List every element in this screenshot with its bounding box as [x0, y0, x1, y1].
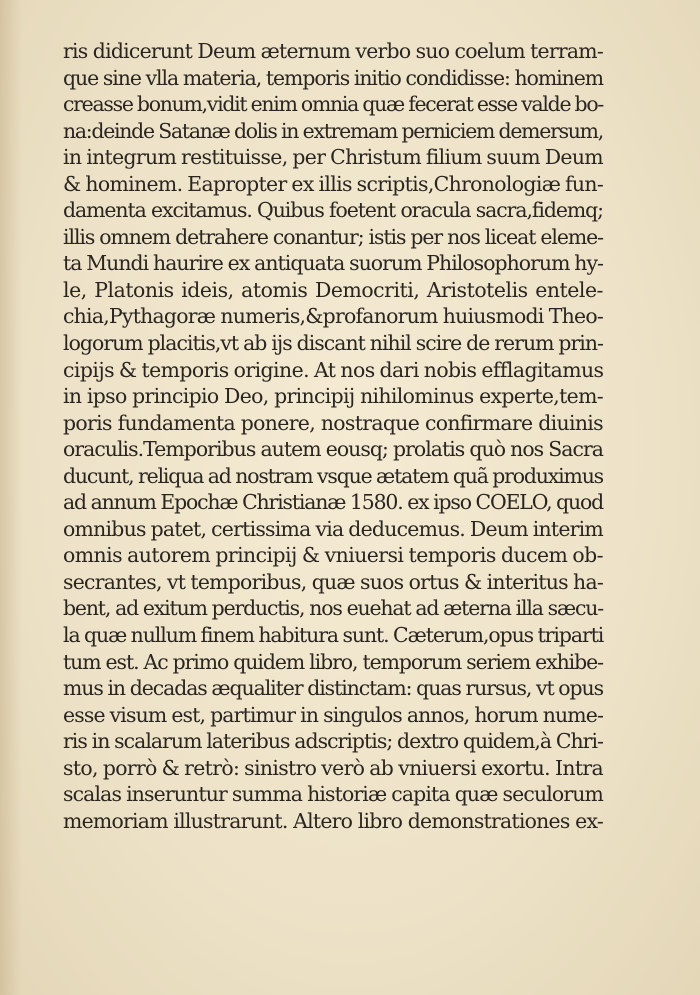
text-line: in integrum restituisse, per Christum filium suum Deum: [63, 145, 603, 170]
text-line: scalas inseruntur summa historiæ capita quæ seculorum: [63, 782, 603, 807]
text-line: ris in scalarum lateribus adscriptis; dextro quidem,à Chri-: [63, 729, 603, 754]
text-line: logorum placitis,vt ab ijs discant nihil scire de rerum prin-: [63, 331, 603, 356]
text-line: cipijs & temporis origine. At nos dari nobis efflagitamus: [63, 357, 604, 382]
text-line: omnibus patet, certissima via deducemus. Deum interim: [63, 516, 603, 541]
text-line: omnis autorem principij & vniuersi temporis ducem ob-: [63, 543, 603, 568]
text-line: oraculis.Temporibus autem eousq; prolatis quò nos Sacra: [63, 437, 603, 462]
text-line: in ipso principio Deo, principij nihilominus experte,tem-: [63, 384, 603, 409]
text-line: creasse bonum,vidit enim omnia quæ fecerat esse valde bo-: [63, 92, 603, 117]
text-line: mus in decadas æqualiter distinctam: quas rursus, vt opus: [63, 676, 603, 701]
text-line: na:deinde Satanæ dolis in extremam perniciem demersum,: [63, 118, 603, 143]
text-line: esse visum est, partimur in singulos annos, horum nume-: [63, 702, 603, 727]
text-line: & hominem. Eapropter ex illis scriptis,Chronologiæ fun-: [63, 171, 604, 196]
text-line: ta Mundi haurire ex antiquata suorum Philosophorum hy-: [63, 251, 603, 276]
text-line: la quæ nullum finem habitura sunt. Cæterum,opus triparti: [63, 623, 604, 648]
text-line: damenta excitamus. Quibus foetent oracula sacra,fidemq;: [63, 198, 603, 223]
text-line: memoriam illustrarunt. Altero libro demonstrationes ex-: [63, 808, 603, 833]
page-gutter-shadow: [0, 0, 22, 995]
text-line: secrantes, vt temporibus, quæ suos ortus & interitus ha-: [63, 569, 603, 594]
text-line: le, Platonis ideis, atomis Democriti, Aristotelis entele-: [63, 277, 603, 302]
text-line: tum est. Ac primo quidem libro, temporum seriem exhibe-: [63, 649, 603, 674]
text-line: illis omnem detrahere conantur; istis per nos liceat eleme-: [63, 224, 603, 249]
text-line: que sine vlla materia, temporis initio condidisse: hominem: [63, 65, 603, 90]
body-text: [63, 38, 603, 834]
text-line: chia,Pythagoræ numeris,&profanorum huiusmodi Theo-: [63, 304, 603, 329]
text-line: ris didicerunt Deum æternum verbo suo coelum terram-: [63, 39, 603, 63]
text-line: poris fundamenta ponere, nostraque confirmare diuinis: [63, 410, 603, 435]
text-line: ducunt, reliqua ad nostram vsque ætatem quã produximus: [63, 463, 603, 488]
text-line: bent, ad exitum perductis, nos euehat ad æterna illa sæcu-: [63, 596, 603, 621]
text-line: ad annum Epochæ Christianæ 1580. ex ipso COELO, quod: [63, 490, 603, 515]
text-line: sto, porrò & retrò: sinistro verò ab vniuersi exortu. Intra: [63, 755, 603, 780]
